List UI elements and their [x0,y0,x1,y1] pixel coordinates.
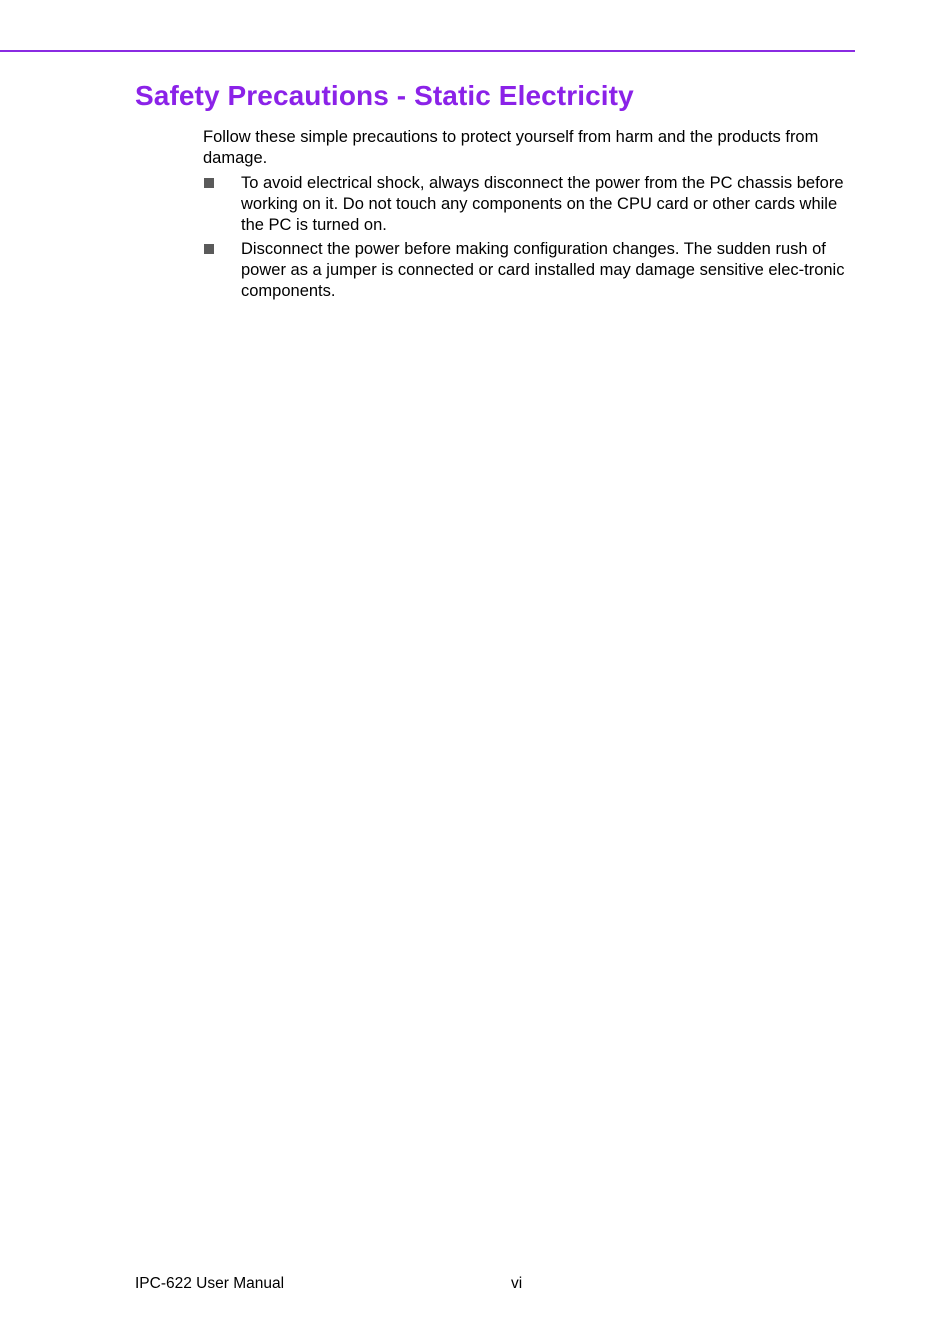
list-item-text: To avoid electrical shock, always disconnect the power from the PC chassis before working on it. Do not touch any components on the CPU card or other cards while the PC is turned on. [241,174,844,234]
precautions-list [203,173,857,302]
square-bullet-icon [204,178,214,188]
square-bullet-icon [204,244,214,254]
intro-paragraph: Follow these simple precautions to protect yourself from harm and the products from damage. [203,128,819,167]
list-item-text: Disconnect the power before making configuration changes. The sudden rush of power as a jumper is connected or card installed may damage sensitive elec-tronic components. [241,240,845,300]
page-title: Safety Precautions - Static Electricity [135,80,634,111]
footer-page-number: vi [511,1275,523,1292]
footer-manual-name: IPC-622 User Manual [135,1275,285,1292]
section-body [203,127,857,305]
list-item [203,173,857,236]
list-item [203,239,857,302]
header-rule [0,50,855,52]
